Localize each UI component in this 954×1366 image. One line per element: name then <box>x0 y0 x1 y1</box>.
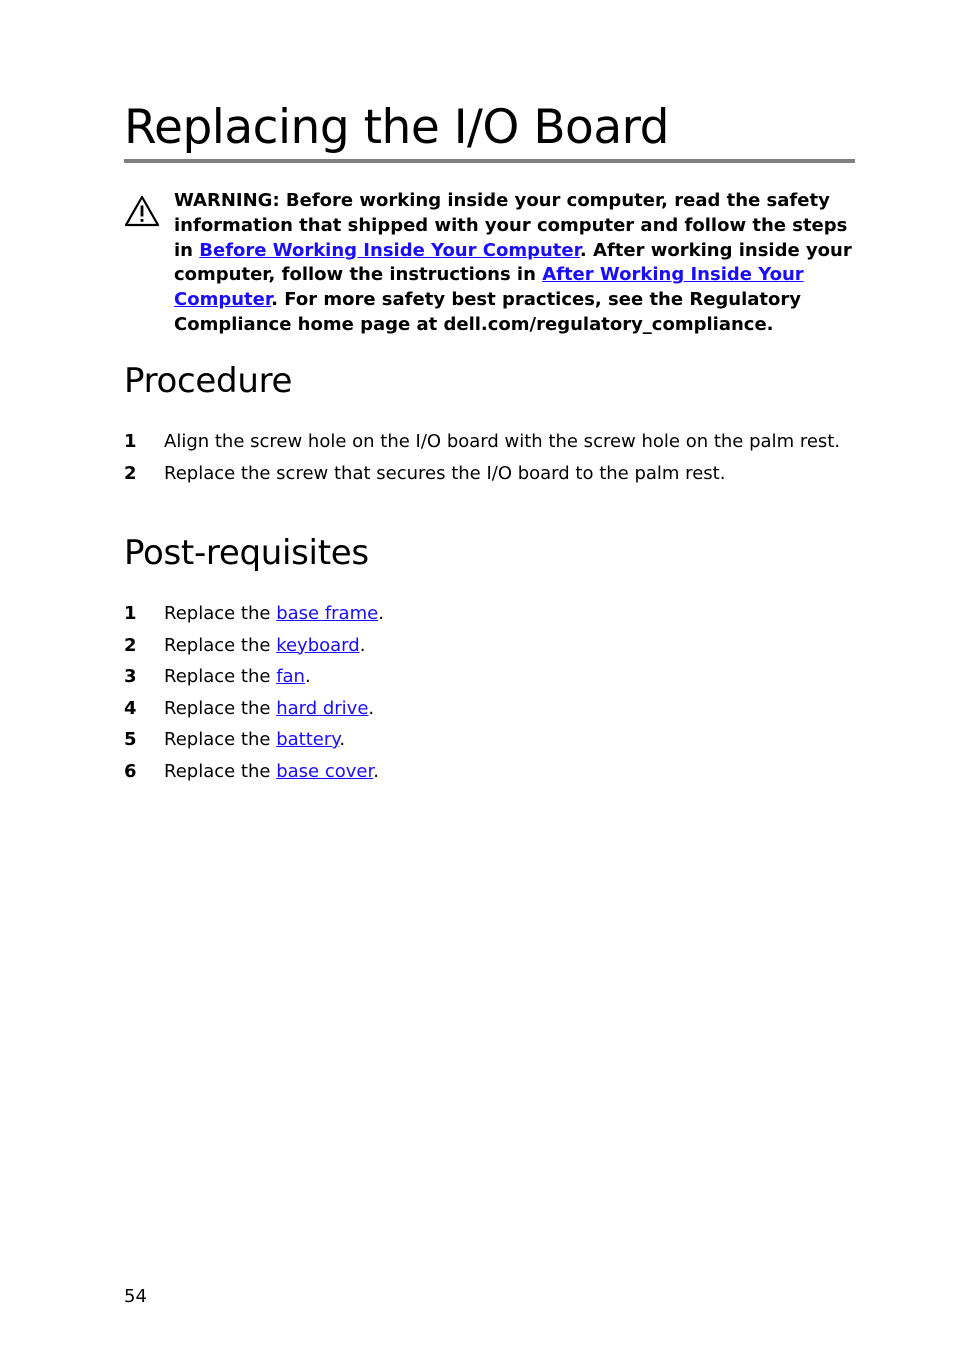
page-number: 54 <box>124 1286 147 1307</box>
step-suffix: . <box>339 729 346 750</box>
step-prefix: Replace the <box>164 760 277 782</box>
step-prefix: Replace the <box>164 666 277 687</box>
step-number: 2 <box>124 462 137 484</box>
step-number: 4 <box>124 697 137 719</box>
link-fan[interactable]: fan <box>276 666 305 687</box>
step-suffix: . <box>304 666 311 687</box>
step-prefix: Replace the <box>164 697 277 719</box>
post-requisite-step <box>124 633 855 658</box>
step-suffix: . <box>368 697 375 719</box>
post-requisite-step <box>124 759 855 784</box>
procedure-heading: Procedure <box>124 361 293 401</box>
post-requisite-step <box>124 664 855 689</box>
post-requisites-heading: Post-requisites <box>124 533 369 573</box>
page-title: Replacing the I/O Board <box>124 100 669 155</box>
step-prefix: Replace the <box>164 729 277 750</box>
post-requisite-step <box>124 696 855 721</box>
link-before-working-inside-your-computer[interactable]: Before Working Inside Your Computer <box>199 239 580 261</box>
warning-text <box>174 189 855 338</box>
step-suffix: . <box>378 603 384 624</box>
step-number: 5 <box>124 729 137 750</box>
step-number: 2 <box>124 634 137 656</box>
title-underline-rule <box>124 159 855 163</box>
step-suffix: . <box>359 634 366 656</box>
procedure-steps-list <box>124 429 855 492</box>
step-number: 6 <box>124 760 137 782</box>
link-base-frame[interactable]: base frame <box>276 603 379 624</box>
procedure-step <box>124 429 855 454</box>
step-suffix: . <box>373 760 379 782</box>
link-after-working-inside-your-computer[interactable]: After Working Inside Your Computer <box>174 264 804 311</box>
post-requisite-step <box>124 727 855 752</box>
step-prefix: Replace the <box>164 634 277 656</box>
procedure-step <box>124 461 855 486</box>
link-battery[interactable]: battery <box>276 729 340 750</box>
step-number: 3 <box>124 666 137 687</box>
step-prefix: Replace the <box>164 603 277 624</box>
step-number: 1 <box>124 603 137 624</box>
warning-text-part-1: WARNING: Before working inside your computer, read the safety information that shipped with your computer and follow the steps in <box>174 190 848 261</box>
warning-text-part-3: . For more safety best practices, see the Regulatory Compliance home page at dell.com/regulatory_compliance. <box>174 289 801 335</box>
warning-triangle-icon <box>124 195 160 227</box>
link-keyboard[interactable]: keyboard <box>276 634 360 656</box>
post-requisites-steps-list <box>124 601 855 790</box>
warning-text-part-2: . After working inside your computer, follow the instructions in <box>174 239 852 286</box>
post-requisite-step <box>124 601 855 626</box>
link-hard-drive[interactable]: hard drive <box>276 697 369 719</box>
step-text: Replace the screw that secures the I/O board to the palm rest. <box>164 462 726 484</box>
link-base-cover[interactable]: base cover <box>276 760 374 782</box>
step-number: 1 <box>124 431 137 452</box>
step-text: Align the screw hole on the I/O board with the screw hole on the palm rest. <box>164 431 841 452</box>
